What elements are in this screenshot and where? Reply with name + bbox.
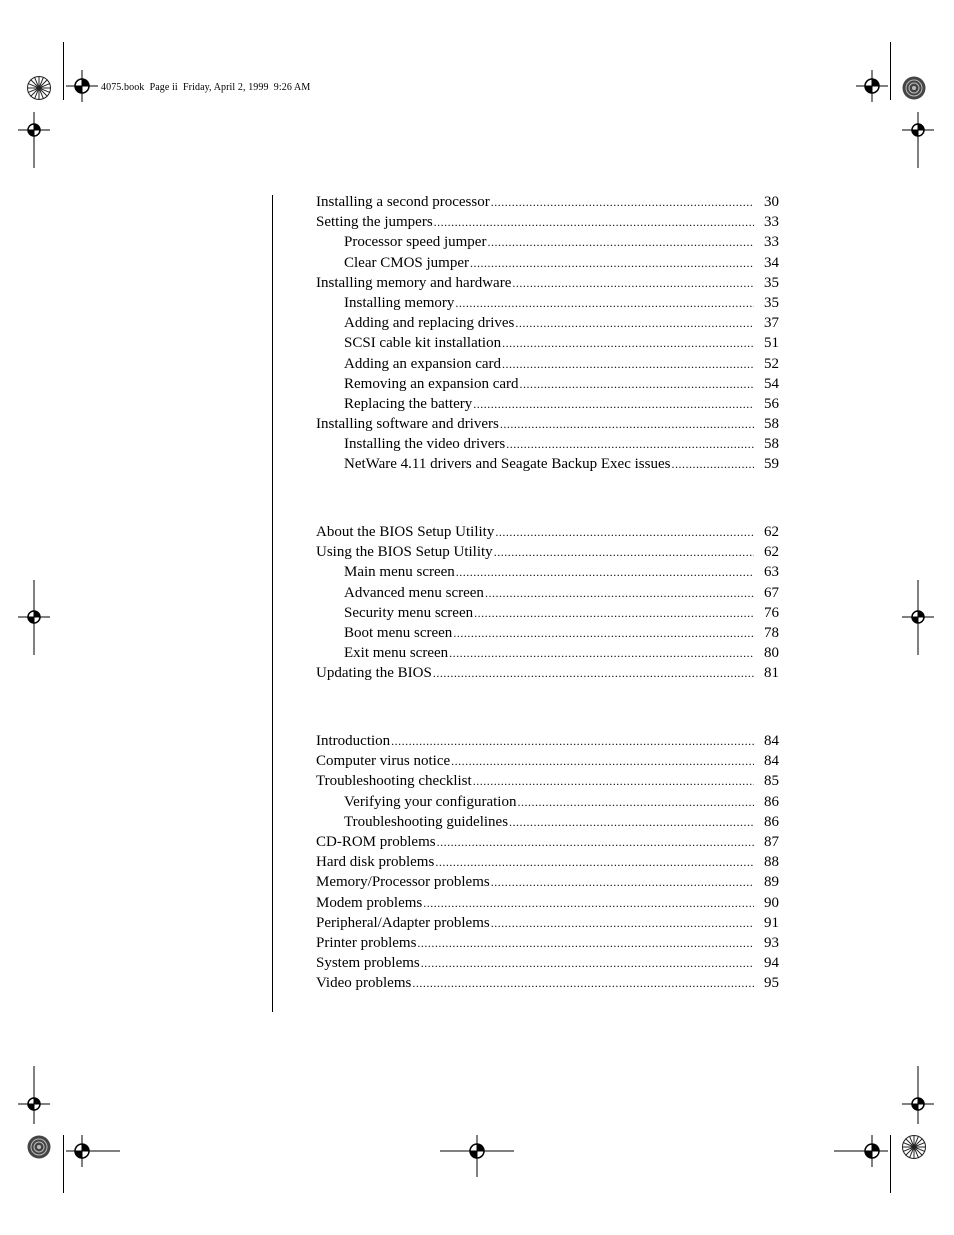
registration-crosshair-icon bbox=[902, 112, 934, 168]
toc-entry-page-number: 78 bbox=[764, 624, 779, 641]
toc-entry-label: Verifying your configuration bbox=[344, 793, 517, 810]
toc-entry-label: Exit menu screen bbox=[344, 645, 449, 662]
toc-entry[interactable] bbox=[316, 583, 779, 603]
toc-entry-label: Troubleshooting checklist bbox=[316, 773, 472, 790]
toc-entry-page-number: 81 bbox=[764, 665, 779, 682]
registration-crosshair-icon bbox=[18, 1066, 50, 1124]
toc-entry[interactable] bbox=[316, 212, 779, 232]
toc-dot-leader bbox=[517, 792, 754, 812]
toc-entry[interactable] bbox=[316, 792, 779, 812]
toc-dot-leader bbox=[391, 731, 754, 751]
toc-entry-label: Adding and replacing drives bbox=[344, 315, 515, 332]
toc-dot-leader bbox=[421, 953, 754, 973]
toc-entry-page-number: 95 bbox=[764, 975, 779, 992]
toc-dot-leader bbox=[453, 623, 754, 643]
toc-entry-label: Hard disk problems bbox=[316, 854, 435, 871]
toc-entry-page-number: 35 bbox=[764, 274, 779, 291]
toc-dot-leader bbox=[485, 583, 754, 603]
toc-dot-leader bbox=[456, 562, 754, 582]
toc-entry[interactable] bbox=[316, 374, 779, 394]
toc-dot-leader bbox=[487, 232, 754, 252]
registration-crosshair-icon bbox=[18, 580, 50, 655]
toc-entry-label: Computer virus notice bbox=[316, 753, 451, 770]
toc-entry-label: Troubleshooting guidelines bbox=[344, 813, 509, 830]
toc-entry-page-number: 62 bbox=[764, 544, 779, 561]
toc-entry-label: SCSI cable kit installation bbox=[344, 335, 502, 352]
toc-dot-leader bbox=[491, 192, 754, 212]
margin-rule bbox=[272, 195, 273, 1012]
toc-dot-leader bbox=[449, 643, 754, 663]
toc-entry-label: Advanced menu screen bbox=[344, 584, 484, 601]
toc-dot-leader bbox=[495, 522, 754, 542]
toc-dot-leader bbox=[491, 872, 754, 892]
toc-entry-label: Installing the video drivers bbox=[344, 436, 506, 453]
crop-line bbox=[890, 1135, 891, 1193]
toc-entry-label: Installing software and drivers bbox=[316, 416, 499, 433]
toc-entry-label: Processor speed jumper bbox=[344, 234, 487, 251]
toc-entry-page-number: 86 bbox=[764, 793, 779, 810]
toc-dot-leader bbox=[434, 212, 754, 232]
crop-line bbox=[63, 42, 64, 100]
toc-dot-leader bbox=[515, 313, 754, 333]
toc-entry[interactable] bbox=[316, 414, 779, 434]
toc-entry[interactable] bbox=[316, 454, 779, 474]
toc-entry-page-number: 85 bbox=[764, 773, 779, 790]
toc-entry-label: Installing memory bbox=[344, 294, 455, 311]
toc-entry-page-number: 59 bbox=[764, 456, 779, 473]
toc-entry[interactable] bbox=[316, 643, 779, 663]
toc-entry-page-number: 89 bbox=[764, 874, 779, 891]
toc-entry[interactable] bbox=[316, 663, 779, 683]
toc-entry[interactable] bbox=[316, 253, 779, 273]
registration-crosshair-icon bbox=[66, 70, 98, 102]
toc-entry[interactable] bbox=[316, 313, 779, 333]
crop-line bbox=[890, 42, 891, 100]
toc-entry-label: Replacing the battery bbox=[344, 395, 473, 412]
toc-dot-leader bbox=[412, 973, 754, 993]
concentric-target-icon bbox=[27, 1135, 51, 1159]
toc-entry-page-number: 88 bbox=[764, 854, 779, 871]
starburst-icon bbox=[27, 76, 51, 100]
toc-entry[interactable] bbox=[316, 603, 779, 623]
toc-entry-label: About the BIOS Setup Utility bbox=[316, 524, 495, 540]
toc-dot-leader bbox=[506, 434, 754, 454]
toc-entry[interactable] bbox=[316, 771, 779, 791]
toc-entry-page-number: 67 bbox=[764, 584, 779, 601]
toc-dot-leader bbox=[502, 354, 754, 374]
toc-entry-page-number: 62 bbox=[764, 524, 779, 540]
toc-entry-page-number: 54 bbox=[764, 375, 779, 392]
toc-entry-page-number: 87 bbox=[764, 833, 779, 850]
toc-entry-page-number: 34 bbox=[764, 254, 779, 271]
toc-entry-page-number: 56 bbox=[764, 395, 779, 412]
toc-entry-label: Modem problems bbox=[316, 894, 423, 911]
toc-section-2 bbox=[316, 522, 779, 684]
registration-crosshair-icon bbox=[902, 580, 934, 655]
toc-entry-label: Memory/Processor problems bbox=[316, 874, 490, 891]
toc-entry[interactable] bbox=[316, 731, 779, 751]
toc-dot-leader bbox=[455, 293, 754, 313]
toc-entry[interactable] bbox=[316, 542, 779, 562]
toc-entry-label: Installing a second processor bbox=[316, 194, 490, 210]
toc-section-3 bbox=[316, 731, 779, 993]
toc-entry-label: Introduction bbox=[316, 733, 391, 749]
toc-entry-label: NetWare 4.11 drivers and Seagate Backup Exec issues bbox=[344, 456, 671, 473]
toc-entry[interactable] bbox=[316, 522, 779, 542]
toc-entry-label: Boot menu screen bbox=[344, 624, 453, 641]
toc-entry-label: Security menu screen bbox=[344, 604, 474, 621]
toc-entry-page-number: 58 bbox=[764, 416, 779, 433]
toc-entry[interactable] bbox=[316, 394, 779, 414]
toc-entry-label: Video problems bbox=[316, 975, 412, 992]
toc-entry-page-number: 84 bbox=[764, 753, 779, 770]
toc-entry[interactable] bbox=[316, 751, 779, 771]
registration-crosshair-icon bbox=[856, 70, 888, 102]
print-stamp: 4075.book Page ii Friday, April 2, 1999 9:26 AM bbox=[101, 82, 311, 93]
toc-entry-label: Adding an expansion card bbox=[344, 355, 502, 372]
toc-dot-leader bbox=[437, 832, 754, 852]
toc-entry[interactable] bbox=[316, 562, 779, 582]
toc-entry[interactable] bbox=[316, 333, 779, 353]
toc-entry-page-number: 58 bbox=[764, 436, 779, 453]
toc-entry[interactable] bbox=[316, 973, 779, 993]
toc-entry[interactable] bbox=[316, 832, 779, 852]
toc-entry-page-number: 91 bbox=[764, 914, 779, 931]
toc-entry[interactable] bbox=[316, 812, 779, 832]
toc-entry[interactable] bbox=[316, 953, 779, 973]
toc-entry-label: Updating the BIOS bbox=[316, 665, 432, 682]
toc-entry-label: Main menu screen bbox=[344, 564, 455, 581]
registration-crosshair-icon bbox=[18, 112, 50, 168]
registration-crosshair-icon bbox=[902, 1066, 934, 1124]
toc-entry-page-number: 30 bbox=[764, 194, 779, 210]
toc-entry[interactable] bbox=[316, 852, 779, 872]
toc-dot-leader bbox=[473, 394, 754, 414]
registration-crosshair-icon bbox=[66, 1135, 120, 1167]
toc-entry[interactable] bbox=[316, 913, 779, 933]
toc-entry[interactable] bbox=[316, 273, 779, 293]
toc-entry[interactable] bbox=[316, 434, 779, 454]
toc-entry-label: Setting the jumpers bbox=[316, 214, 433, 231]
toc-dot-leader bbox=[502, 333, 754, 353]
toc-entry-page-number: 94 bbox=[764, 955, 779, 972]
toc-entry-page-number: 63 bbox=[764, 564, 779, 581]
toc-section-1 bbox=[316, 192, 779, 475]
toc-entry-page-number: 37 bbox=[764, 315, 779, 332]
toc-entry[interactable] bbox=[316, 293, 779, 313]
starburst-icon bbox=[902, 1135, 926, 1159]
toc-entry-page-number: 84 bbox=[764, 733, 779, 749]
toc-entry-page-number: 93 bbox=[764, 934, 779, 951]
toc-dot-leader bbox=[512, 273, 754, 293]
toc-entry-page-number: 76 bbox=[764, 604, 779, 621]
toc-entry-page-number: 35 bbox=[764, 294, 779, 311]
toc-entry-label: Printer problems bbox=[316, 934, 417, 951]
toc-entry[interactable] bbox=[316, 872, 779, 892]
crop-line bbox=[63, 1135, 64, 1193]
toc-dot-leader bbox=[417, 933, 754, 953]
toc-dot-leader bbox=[470, 253, 754, 273]
toc-dot-leader bbox=[500, 414, 754, 434]
toc-entry-label: Removing an expansion card bbox=[344, 375, 519, 392]
toc-dot-leader bbox=[423, 893, 754, 913]
toc-entry-label: Clear CMOS jumper bbox=[344, 254, 469, 271]
toc-dot-leader bbox=[509, 812, 754, 832]
toc-entry-label: System problems bbox=[316, 955, 420, 972]
toc-entry-page-number: 33 bbox=[764, 214, 779, 231]
toc-dot-leader bbox=[494, 542, 754, 562]
toc-dot-leader bbox=[520, 374, 754, 394]
toc-entry-page-number: 90 bbox=[764, 894, 779, 911]
registration-crosshair-icon bbox=[834, 1135, 888, 1167]
toc-entry[interactable] bbox=[316, 354, 779, 374]
toc-entry-label: CD-ROM problems bbox=[316, 833, 436, 850]
toc-entry-page-number: 33 bbox=[764, 234, 779, 251]
toc-entry-label: Peripheral/Adapter problems bbox=[316, 914, 490, 931]
toc-entry[interactable] bbox=[316, 933, 779, 953]
toc-dot-leader bbox=[473, 771, 754, 791]
toc-entry-page-number: 52 bbox=[764, 355, 779, 372]
toc-dot-leader bbox=[451, 751, 754, 771]
toc-entry-label: Installing memory and hardware bbox=[316, 274, 512, 291]
toc-dot-leader bbox=[433, 663, 754, 683]
toc-entry[interactable] bbox=[316, 893, 779, 913]
toc-dot-leader bbox=[671, 454, 754, 474]
registration-crosshair-icon bbox=[440, 1135, 514, 1177]
toc-entry[interactable] bbox=[316, 623, 779, 643]
toc-dot-leader bbox=[491, 913, 754, 933]
toc-entry-page-number: 86 bbox=[764, 813, 779, 830]
toc-entry-label: Using the BIOS Setup Utility bbox=[316, 544, 493, 561]
toc-entry[interactable] bbox=[316, 232, 779, 252]
concentric-target-icon bbox=[902, 76, 926, 100]
toc-entry-page-number: 80 bbox=[764, 645, 779, 662]
toc-entry[interactable] bbox=[316, 192, 779, 212]
toc-dot-leader bbox=[474, 603, 754, 623]
toc-entry-page-number: 51 bbox=[764, 335, 779, 352]
toc-dot-leader bbox=[435, 852, 754, 872]
